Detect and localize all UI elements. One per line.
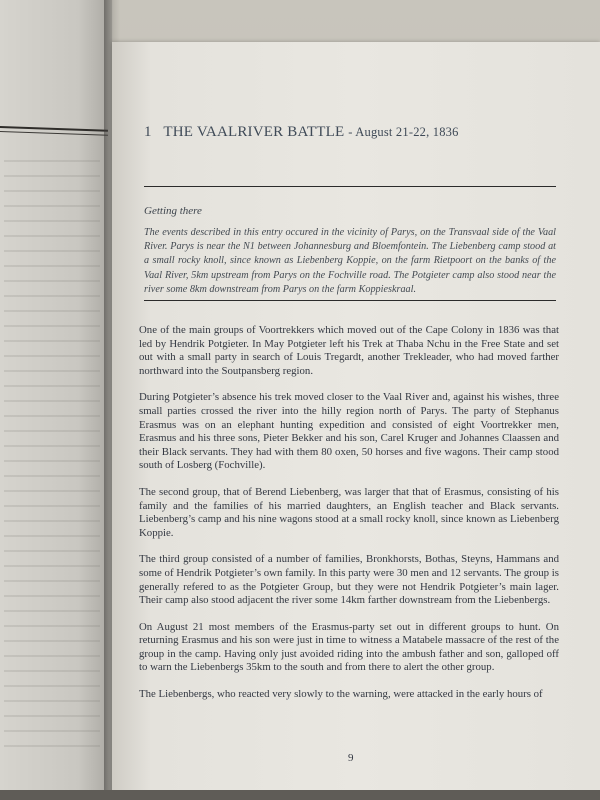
right-page: [112, 42, 600, 794]
getting-there-heading: Getting there: [144, 205, 202, 217]
chapter-title-text: THE VAALRIVER BATTLE: [163, 124, 345, 140]
left-page-text-ghost: [4, 160, 100, 760]
paragraph: During Potgieter’s absence his trek moved closer to the Vaal River and, against his wishes, three small parties crossed the river into the hilly region north of Parys. The party of Stephanus Erasmus was on an elephant hunting expedition and consisted of eight Voortrekker men, Erasmus and his three sons, Pieter Bekker and his son, Carel Kruger and Johannes Claassen and their Black servants. They had with them 80 oxen, 50 horses and five wagons. Their camp stood south of Losberg (Fochville).: [139, 391, 559, 472]
chapter-subtitle: - August 21-22, 1836: [348, 125, 459, 139]
paragraph: The third group consisted of a number of families, Bronkhorsts, Bothas, Steyns, Hammans and some of Hendrik Potgieter’s own family. In this party were 30 men and 12 servants. The group is generally refered to as the Potgieter Group, but they were not Hendrik Potgieter’s main lager. Their camp also stood adjacent the river some 14km farther downstream from the Liebenbergs.: [139, 553, 559, 607]
left-page: [0, 0, 112, 800]
paragraph: The second group, that of Berend Liebenberg, was larger that that of Erasmus, consisting of his family and the families of his married daughters, an English teacher and Black servants. Liebenberg’s camp and his nine wagons stood at a small rocky knoll, since known as Liebenberg Koppie.: [139, 485, 559, 539]
paragraph: On August 21 most members of the Erasmus-party set out in different groups to hunt. On returning Erasmus and his son were just in time to witness a Matabele massacre of the rest of the group in the camp. Having only just avoided riding into the ambush father and son, galloped off to warn the Liebenbergs 35km to the south and from there to alert the other group.: [139, 620, 559, 674]
paragraph: One of the main groups of Voortrekkers which moved out of the Cape Colony in 1836 was that led by Hendrik Potgieter. In May Potgieter left his Trek at Thaba Nchu in the Free State and set out with a small party in search of Louis Tregardt, another Trekleader, who had moved farther northward into the Soutpansberg region.: [139, 324, 559, 377]
paragraph: The Liebenbergs, who reacted very slowly to the warning, were attacked in the early hours of: [139, 688, 543, 701]
intro-divider: [144, 300, 556, 301]
left-page-rule-thin: [0, 131, 108, 136]
top-divider: [144, 186, 556, 187]
chapter-number: 1: [144, 124, 152, 140]
getting-there-text: The events described in this entry occured in the vicinity of Parys, on the Transvaal side of the Vaal River. Parys is near the N1 between Johannesburg and Bloemfontein. The Liebenberg camp stood at a small rocky knoll, since known as Liebenberg Koppie, on the farm Rietpoort on the banks of the Vaal River, 5km upstream from Parys on the Fochville road. The Potgieter camp also stood near the river some 8km downstream from Parys on the farm Koppieskraal.: [144, 227, 556, 295]
page-number: 9: [348, 752, 354, 764]
body-text: [139, 324, 559, 715]
chapter-title: [144, 124, 564, 141]
bottom-edge: [0, 790, 600, 800]
